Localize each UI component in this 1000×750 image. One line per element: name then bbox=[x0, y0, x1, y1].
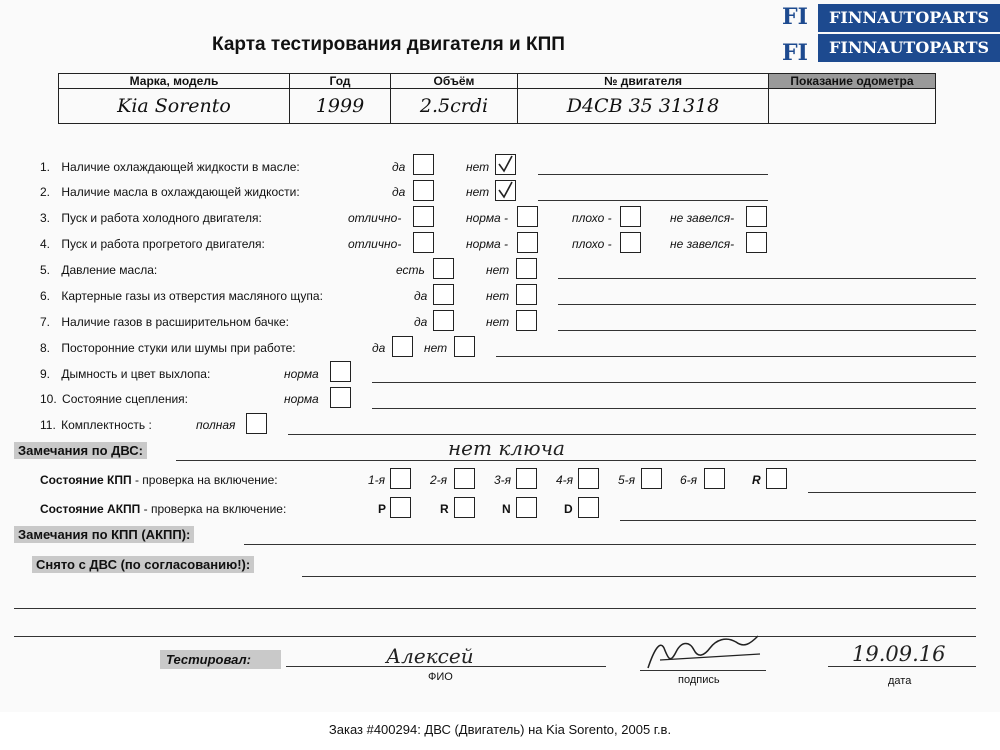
opt-label: норма - bbox=[466, 237, 509, 251]
fill-line bbox=[558, 304, 976, 305]
checkbox-gear-r[interactable] bbox=[766, 468, 787, 489]
logo-ghost-text-2: FI bbox=[782, 40, 808, 66]
check-num: 5. bbox=[40, 263, 51, 277]
check-row-4 bbox=[40, 237, 265, 251]
checkbox-4-excellent[interactable] bbox=[413, 232, 434, 253]
fill-line bbox=[496, 356, 976, 357]
checkbox-8-yes[interactable] bbox=[392, 336, 413, 357]
fill-line bbox=[828, 666, 976, 667]
check-mark-icon bbox=[496, 181, 515, 200]
checkbox-gear-4[interactable] bbox=[578, 468, 599, 489]
check-row-3 bbox=[40, 211, 262, 225]
fill-line bbox=[14, 636, 976, 637]
check-text: Пуск и работа холодного двигателя: bbox=[61, 211, 262, 225]
checkbox-7-yes[interactable] bbox=[433, 310, 454, 331]
opt-label: нет bbox=[486, 263, 510, 277]
opt-label: нет bbox=[466, 160, 490, 174]
gear-label: 2-я bbox=[430, 473, 448, 487]
check-row-10 bbox=[40, 392, 188, 406]
check-num: 1. bbox=[40, 160, 51, 174]
checkbox-10-normal[interactable] bbox=[330, 387, 351, 408]
checkbox-drive[interactable] bbox=[578, 497, 599, 518]
check-row-2 bbox=[40, 185, 300, 199]
sign-label: подпись bbox=[678, 674, 720, 686]
checkbox-1-yes[interactable] bbox=[413, 154, 434, 175]
checkbox-6-no[interactable] bbox=[516, 284, 537, 305]
tested-date: 19.09.16 bbox=[852, 642, 946, 666]
opt-label: норма bbox=[284, 367, 319, 381]
checkbox-3-bad[interactable] bbox=[620, 206, 641, 227]
opt-label: плохо - bbox=[572, 211, 612, 225]
fill-line bbox=[14, 608, 976, 609]
checkbox-9-normal[interactable] bbox=[330, 361, 351, 382]
checkbox-gear-6[interactable] bbox=[704, 468, 725, 489]
fill-line bbox=[176, 460, 976, 461]
gear-label: P bbox=[378, 502, 387, 516]
checkbox-4-normal[interactable] bbox=[517, 232, 538, 253]
check-row-7 bbox=[40, 315, 289, 329]
check-text: Наличие охлаждающей жидкости в масле: bbox=[61, 160, 300, 174]
checkbox-reverse[interactable] bbox=[454, 497, 475, 518]
check-text: Наличие газов в расширительном бачке: bbox=[61, 315, 289, 329]
kpp-label bbox=[40, 473, 278, 487]
opt-label: да bbox=[392, 185, 406, 199]
fill-line bbox=[286, 666, 606, 667]
date-label: дата bbox=[888, 675, 912, 687]
value-volume: 2.5crdi bbox=[391, 89, 518, 124]
signature-icon bbox=[640, 630, 770, 675]
fio-label: ФИО bbox=[428, 671, 453, 683]
opt-label: нет bbox=[486, 315, 510, 329]
checkbox-11-complete[interactable] bbox=[246, 413, 267, 434]
checkbox-neutral[interactable] bbox=[516, 497, 537, 518]
kpp-label-rest: - проверка на включение: bbox=[131, 473, 278, 487]
opt-label: да bbox=[392, 160, 406, 174]
header-year: Год bbox=[290, 74, 391, 89]
check-text: Наличие масла в охлаждающей жидкости: bbox=[61, 185, 300, 199]
gear-label: 6-я bbox=[680, 473, 698, 487]
checkbox-4-not-started[interactable] bbox=[746, 232, 767, 253]
fill-line bbox=[302, 576, 976, 577]
check-num: 2. bbox=[40, 185, 51, 199]
fill-line bbox=[372, 408, 976, 409]
logo-ghost-text: FI bbox=[782, 4, 808, 30]
logo-badge-2: FINNAUTOPARTS bbox=[818, 34, 1000, 62]
remarks-engine-value: нет ключа bbox=[448, 436, 565, 460]
check-text: Состояние сцепления: bbox=[62, 392, 188, 406]
check-row-1 bbox=[40, 160, 300, 174]
akpp-label bbox=[40, 502, 286, 516]
gear-label: D bbox=[564, 502, 573, 516]
header-engine-number: № двигателя bbox=[518, 74, 769, 89]
gear-label: 5-я bbox=[618, 473, 636, 487]
check-text: Комплектность : bbox=[61, 418, 152, 432]
check-row-6 bbox=[40, 289, 323, 303]
opt-label: плохо - bbox=[572, 237, 612, 251]
check-num: 9. bbox=[40, 367, 51, 381]
check-row-11 bbox=[40, 418, 152, 432]
fill-line bbox=[372, 382, 976, 383]
header-odometer: Показание одометра bbox=[769, 74, 936, 89]
checkbox-gear-2[interactable] bbox=[454, 468, 475, 489]
opt-label: да bbox=[414, 289, 428, 303]
opt-label: да bbox=[414, 315, 428, 329]
check-num: 3. bbox=[40, 211, 51, 225]
gear-label: 1-я bbox=[368, 473, 386, 487]
checkbox-6-yes[interactable] bbox=[433, 284, 454, 305]
order-caption: Заказ #400294: ДВС (Двигатель) на Kia Sorento, 2005 г.в. bbox=[328, 722, 672, 737]
akpp-label-rest: - проверка на включение: bbox=[140, 502, 287, 516]
checkbox-2-no[interactable] bbox=[495, 180, 516, 201]
gear-label: R bbox=[752, 473, 761, 487]
kpp-label-bold: Состояние КПП bbox=[40, 473, 132, 487]
akpp-label-bold: Состояние АКПП bbox=[40, 502, 141, 516]
opt-label: отлично- bbox=[348, 211, 402, 225]
opt-label: не завелся- bbox=[670, 211, 735, 225]
form-title: Карта тестирования двигателя и КПП bbox=[212, 34, 565, 55]
tested-name: Алексей bbox=[386, 644, 474, 668]
fill-line bbox=[538, 200, 768, 201]
opt-label: норма - bbox=[466, 211, 509, 225]
value-odometer bbox=[769, 89, 936, 124]
opt-label: не завелся- bbox=[670, 237, 735, 251]
remarks-kpp-label: Замечания по КПП (АКПП): bbox=[14, 526, 194, 543]
tested-label: Тестировал: bbox=[160, 650, 281, 669]
check-num: 11. bbox=[40, 418, 56, 432]
value-engine-number: D4CB 35 31318 bbox=[518, 89, 769, 124]
remarks-engine-label: Замечания по ДВС: bbox=[14, 442, 147, 459]
check-num: 7. bbox=[40, 315, 51, 329]
fill-line bbox=[620, 520, 976, 521]
removed-label: Снято с ДВС (по согласованию!): bbox=[32, 556, 254, 573]
fill-line bbox=[808, 492, 976, 493]
gear-label: 4-я bbox=[556, 473, 574, 487]
opt-label: норма bbox=[284, 392, 319, 406]
check-text: Дымность и цвет выхлопа: bbox=[61, 367, 211, 381]
finnautoparts-logo bbox=[770, 0, 1000, 70]
check-num: 8. bbox=[40, 341, 51, 355]
opt-label: нет bbox=[466, 185, 490, 199]
check-text: Давление масла: bbox=[61, 263, 158, 277]
checkbox-7-no[interactable] bbox=[516, 310, 537, 331]
checkbox-gear-1[interactable] bbox=[390, 468, 411, 489]
check-num: 6. bbox=[40, 289, 51, 303]
check-mark-icon bbox=[496, 155, 515, 174]
fill-line bbox=[640, 670, 766, 671]
checkbox-2-yes[interactable] bbox=[413, 180, 434, 201]
value-year: 1999 bbox=[290, 89, 391, 124]
logo-badge: FINNAUTOPARTS bbox=[818, 4, 1000, 32]
opt-label: да bbox=[372, 341, 386, 355]
checkbox-5-no[interactable] bbox=[516, 258, 537, 279]
checkbox-5-yes[interactable] bbox=[433, 258, 454, 279]
opt-label: отлично- bbox=[348, 237, 402, 251]
header-make-model: Марка, модель bbox=[59, 74, 290, 89]
checkbox-1-no[interactable] bbox=[495, 154, 516, 175]
checkbox-park[interactable] bbox=[390, 497, 411, 518]
checkbox-gear-5[interactable] bbox=[641, 468, 662, 489]
checkbox-gear-3[interactable] bbox=[516, 468, 537, 489]
header-volume: Объём bbox=[391, 74, 518, 89]
opt-label: нет bbox=[424, 341, 448, 355]
fill-line bbox=[288, 434, 976, 435]
opt-label: есть bbox=[396, 263, 425, 277]
check-row-5 bbox=[40, 263, 157, 277]
check-num: 4. bbox=[40, 237, 51, 251]
check-text: Пуск и работа прогретого двигателя: bbox=[61, 237, 265, 251]
vehicle-info-table bbox=[58, 73, 936, 124]
fill-line bbox=[558, 278, 976, 279]
check-row-9 bbox=[40, 367, 210, 381]
opt-label: нет bbox=[486, 289, 510, 303]
check-num: 10. bbox=[40, 392, 57, 406]
gear-label: R bbox=[440, 502, 449, 516]
check-row-8 bbox=[40, 341, 296, 355]
opt-label: полная bbox=[196, 418, 236, 432]
gear-label: 3-я bbox=[494, 473, 512, 487]
check-text: Посторонние стуки или шумы при работе: bbox=[61, 341, 296, 355]
value-make-model: Kia Sorento bbox=[59, 89, 290, 124]
check-text: Картерные газы из отверстия масляного щупа: bbox=[61, 289, 323, 303]
checkbox-3-not-started[interactable] bbox=[746, 206, 767, 227]
checkbox-3-excellent[interactable] bbox=[413, 206, 434, 227]
gear-label: N bbox=[502, 502, 511, 516]
checkbox-4-bad[interactable] bbox=[620, 232, 641, 253]
checkbox-3-normal[interactable] bbox=[517, 206, 538, 227]
fill-line bbox=[538, 174, 768, 175]
checkbox-8-no[interactable] bbox=[454, 336, 475, 357]
fill-line bbox=[558, 330, 976, 331]
fill-line bbox=[244, 544, 976, 545]
